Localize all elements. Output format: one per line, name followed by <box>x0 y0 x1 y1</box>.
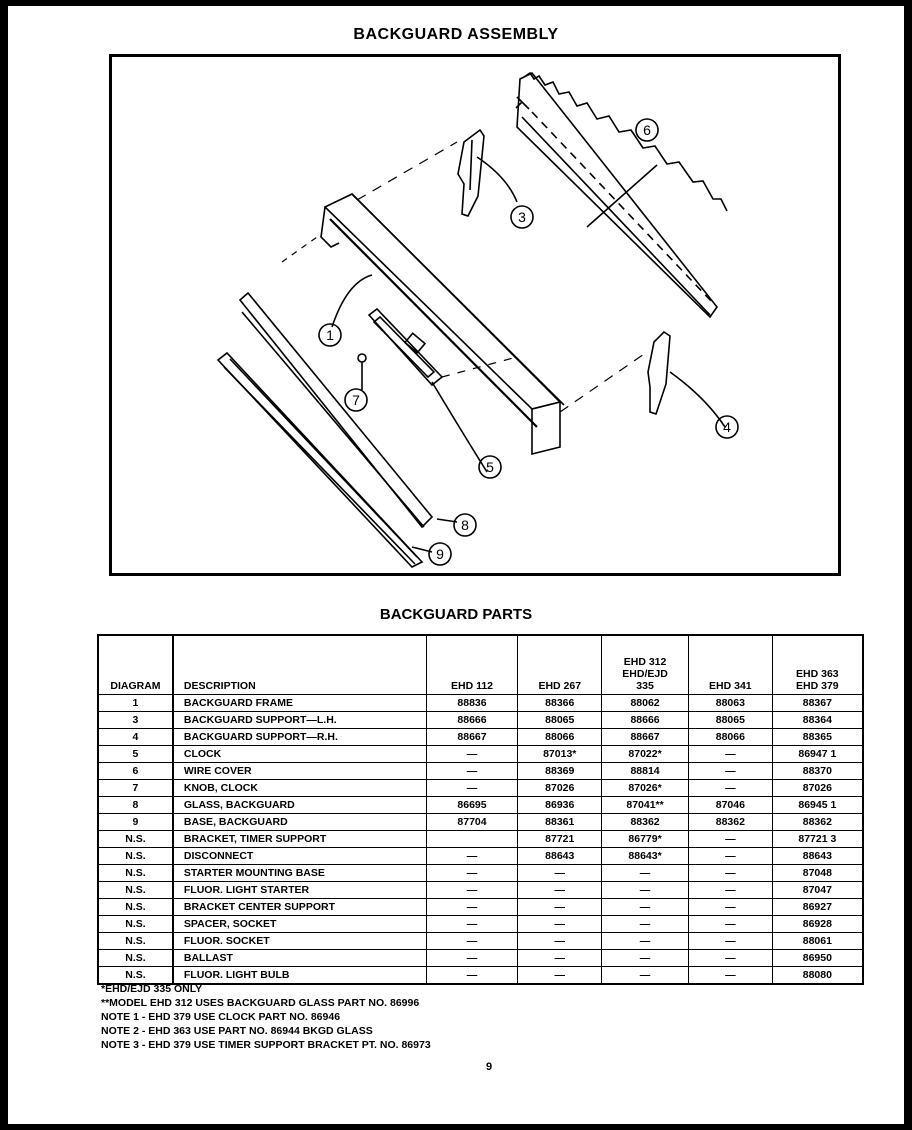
table-row <box>98 831 863 848</box>
cell-ehd363: 87047 <box>772 882 863 899</box>
table-row <box>98 865 863 882</box>
table-row <box>98 797 863 814</box>
cell-diagram: N.S. <box>98 933 173 950</box>
cell-description: BRACKET, TIMER SUPPORT <box>173 831 426 848</box>
cell-ehd312: 88362 <box>602 814 689 831</box>
cell-description: BACKGUARD SUPPORT—R.H. <box>173 729 426 746</box>
cell-description: FLUOR. SOCKET <box>173 933 426 950</box>
cell-ehd112: — <box>426 967 518 985</box>
cell-ehd341: — <box>688 865 772 882</box>
cell-diagram: N.S. <box>98 848 173 865</box>
cell-ehd267: 87013* <box>518 746 602 763</box>
cell-ehd112: — <box>426 899 518 916</box>
cell-ehd267: 88643 <box>518 848 602 865</box>
note-line: *EHD/EJD 335 ONLY <box>101 983 203 995</box>
cell-ehd341: — <box>688 950 772 967</box>
table-header-row <box>98 635 863 695</box>
cell-ehd341: — <box>688 967 772 985</box>
cell-description: FLUOR. LIGHT BULB <box>173 967 426 985</box>
cell-diagram: 6 <box>98 763 173 780</box>
document-page <box>8 6 904 1124</box>
cell-ehd363: 87048 <box>772 865 863 882</box>
knob-part <box>358 354 366 362</box>
cell-ehd312: — <box>602 933 689 950</box>
cell-ehd112: — <box>426 916 518 933</box>
cell-diagram: 3 <box>98 712 173 729</box>
callout-3: 3 <box>518 209 526 225</box>
cell-ehd112: 86695 <box>426 797 518 814</box>
table-row <box>98 916 863 933</box>
callout-4: 4 <box>723 419 731 435</box>
callout-7: 7 <box>352 392 360 408</box>
bracket-left-part <box>458 130 484 216</box>
cell-ehd363: 88080 <box>772 967 863 985</box>
cell-ehd267: — <box>518 899 602 916</box>
cell-ehd341: — <box>688 831 772 848</box>
cell-ehd312: 87041** <box>602 797 689 814</box>
callout-9: 9 <box>436 546 444 562</box>
page-title: BACKGUARD ASSEMBLY <box>353 26 559 43</box>
backguard-frame-part <box>321 194 564 454</box>
cell-ehd267: — <box>518 967 602 985</box>
page-number: 9 <box>486 1061 493 1073</box>
table-row <box>98 729 863 746</box>
cell-ehd267: 87721 <box>518 831 602 848</box>
table-row <box>98 712 863 729</box>
cell-ehd267: 88066 <box>518 729 602 746</box>
cell-ehd341: 88065 <box>688 712 772 729</box>
cell-diagram: 5 <box>98 746 173 763</box>
exploded-diagram <box>109 54 841 576</box>
cell-ehd341: 88063 <box>688 695 772 712</box>
cell-ehd267: — <box>518 933 602 950</box>
cell-diagram: 8 <box>98 797 173 814</box>
table-row <box>98 950 863 967</box>
cell-ehd312: — <box>602 865 689 882</box>
callout-1: 1 <box>326 327 334 343</box>
cell-ehd112: — <box>426 780 518 797</box>
cell-ehd112: — <box>426 950 518 967</box>
table-row <box>98 814 863 831</box>
cell-ehd312: — <box>602 916 689 933</box>
cell-ehd341: — <box>688 848 772 865</box>
table-row <box>98 763 863 780</box>
cell-ehd267: 88366 <box>518 695 602 712</box>
cell-ehd363: 87026 <box>772 780 863 797</box>
cell-diagram: 4 <box>98 729 173 746</box>
cell-description: STARTER MOUNTING BASE <box>173 865 426 882</box>
cell-description: BACKGUARD FRAME <box>173 695 426 712</box>
cell-ehd312: — <box>602 899 689 916</box>
cell-description: CLOCK <box>173 746 426 763</box>
cell-ehd363: 88362 <box>772 814 863 831</box>
cell-diagram: N.S. <box>98 916 173 933</box>
cell-diagram: N.S. <box>98 950 173 967</box>
header-ehd341: EHD 341 <box>688 635 772 695</box>
cell-description: BACKGUARD SUPPORT—L.H. <box>173 712 426 729</box>
cell-ehd267: 86936 <box>518 797 602 814</box>
cell-diagram: N.S. <box>98 967 173 985</box>
cell-ehd112: — <box>426 933 518 950</box>
cell-ehd312: 88062 <box>602 695 689 712</box>
note-line: NOTE 2 - EHD 363 USE PART NO. 86944 BKGD GLASS <box>101 1025 373 1037</box>
rear-panel-part <box>516 73 727 317</box>
cell-ehd267: 88065 <box>518 712 602 729</box>
cell-ehd312: 88814 <box>602 763 689 780</box>
bracket-right-part <box>648 332 670 414</box>
cell-ehd312: — <box>602 967 689 985</box>
cell-ehd112: 88836 <box>426 695 518 712</box>
cell-ehd363: 88061 <box>772 933 863 950</box>
cell-ehd363: 86947 1 <box>772 746 863 763</box>
cell-description: GLASS, BACKGUARD <box>173 797 426 814</box>
glass-part <box>240 293 432 527</box>
table-row <box>98 695 863 712</box>
table-row <box>98 899 863 916</box>
cell-ehd312: — <box>602 882 689 899</box>
cell-ehd112: 87704 <box>426 814 518 831</box>
note-line: NOTE 3 - EHD 379 USE TIMER SUPPORT BRACKET PT. NO. 86973 <box>101 1039 431 1051</box>
callout-8: 8 <box>461 517 469 533</box>
cell-ehd267: 88361 <box>518 814 602 831</box>
header-description: DESCRIPTION <box>173 635 426 695</box>
table-row <box>98 746 863 763</box>
note-line: NOTE 1 - EHD 379 USE CLOCK PART NO. 86946 <box>101 1011 341 1023</box>
note-line: **MODEL EHD 312 USES BACKGUARD GLASS PART NO. 86996 <box>101 997 420 1009</box>
cell-ehd341: — <box>688 746 772 763</box>
cell-ehd112: — <box>426 865 518 882</box>
cell-ehd312: 86779* <box>602 831 689 848</box>
cell-ehd112: — <box>426 882 518 899</box>
header-ehd363: EHD 363 EHD 379 <box>772 635 863 695</box>
cell-diagram: 1 <box>98 695 173 712</box>
cell-ehd112: — <box>426 848 518 865</box>
cell-ehd363: 86928 <box>772 916 863 933</box>
cell-diagram: N.S. <box>98 865 173 882</box>
cell-ehd341: 88362 <box>688 814 772 831</box>
cell-ehd341: — <box>688 763 772 780</box>
cell-ehd112: 88667 <box>426 729 518 746</box>
cell-ehd312: 87022* <box>602 746 689 763</box>
parts-table <box>97 634 864 985</box>
cell-ehd312: — <box>602 950 689 967</box>
cell-description: BRACKET CENTER SUPPORT <box>173 899 426 916</box>
cell-diagram: N.S. <box>98 899 173 916</box>
cell-ehd312: 87026* <box>602 780 689 797</box>
table-row <box>98 882 863 899</box>
cell-ehd112: 88666 <box>426 712 518 729</box>
cell-ehd363: 86927 <box>772 899 863 916</box>
cell-ehd267: — <box>518 950 602 967</box>
table-row <box>98 933 863 950</box>
header-ehd312: EHD 312 EHD/EJD 335 <box>602 635 689 695</box>
callout-5: 5 <box>486 459 494 475</box>
cell-description: KNOB, CLOCK <box>173 780 426 797</box>
cell-ehd341: — <box>688 882 772 899</box>
cell-ehd312: 88667 <box>602 729 689 746</box>
cell-ehd363: 86945 1 <box>772 797 863 814</box>
table-row <box>98 780 863 797</box>
cell-ehd267: — <box>518 916 602 933</box>
table-row <box>98 848 863 865</box>
cell-ehd341: 88066 <box>688 729 772 746</box>
cell-ehd267: — <box>518 865 602 882</box>
cell-ehd363: 88367 <box>772 695 863 712</box>
header-ehd267: EHD 267 <box>518 635 602 695</box>
parts-section-title: BACKGUARD PARTS <box>379 606 533 623</box>
cell-ehd267: 88369 <box>518 763 602 780</box>
cell-ehd363: 88370 <box>772 763 863 780</box>
cell-ehd341: — <box>688 899 772 916</box>
cell-diagram: N.S. <box>98 882 173 899</box>
cell-description: DISCONNECT <box>173 848 426 865</box>
cell-ehd112: — <box>426 763 518 780</box>
cell-description: BALLAST <box>173 950 426 967</box>
callout-6: 6 <box>643 122 651 138</box>
cell-ehd363: 88364 <box>772 712 863 729</box>
cell-ehd312: 88666 <box>602 712 689 729</box>
cell-description: WIRE COVER <box>173 763 426 780</box>
cell-ehd267: 87026 <box>518 780 602 797</box>
cell-ehd341: — <box>688 916 772 933</box>
cell-description: SPACER, SOCKET <box>173 916 426 933</box>
cell-ehd363: 88365 <box>772 729 863 746</box>
cell-diagram: N.S. <box>98 831 173 848</box>
cell-ehd312: 88643* <box>602 848 689 865</box>
header-diagram: DIAGRAM <box>98 635 173 695</box>
cell-description: BASE, BACKGUARD <box>173 814 426 831</box>
footnotes <box>101 982 431 1052</box>
cell-ehd363: 88643 <box>772 848 863 865</box>
cell-ehd112: — <box>426 746 518 763</box>
cell-ehd363: 86950 <box>772 950 863 967</box>
header-ehd112: EHD 112 <box>426 635 518 695</box>
cell-diagram: 9 <box>98 814 173 831</box>
cell-ehd363: 87721 3 <box>772 831 863 848</box>
cell-ehd267: — <box>518 882 602 899</box>
cell-ehd112 <box>426 831 518 848</box>
base-part <box>218 353 422 567</box>
cell-diagram: 7 <box>98 780 173 797</box>
cell-ehd341: — <box>688 780 772 797</box>
cell-ehd341: 87046 <box>688 797 772 814</box>
cell-description: FLUOR. LIGHT STARTER <box>173 882 426 899</box>
cell-ehd341: — <box>688 933 772 950</box>
